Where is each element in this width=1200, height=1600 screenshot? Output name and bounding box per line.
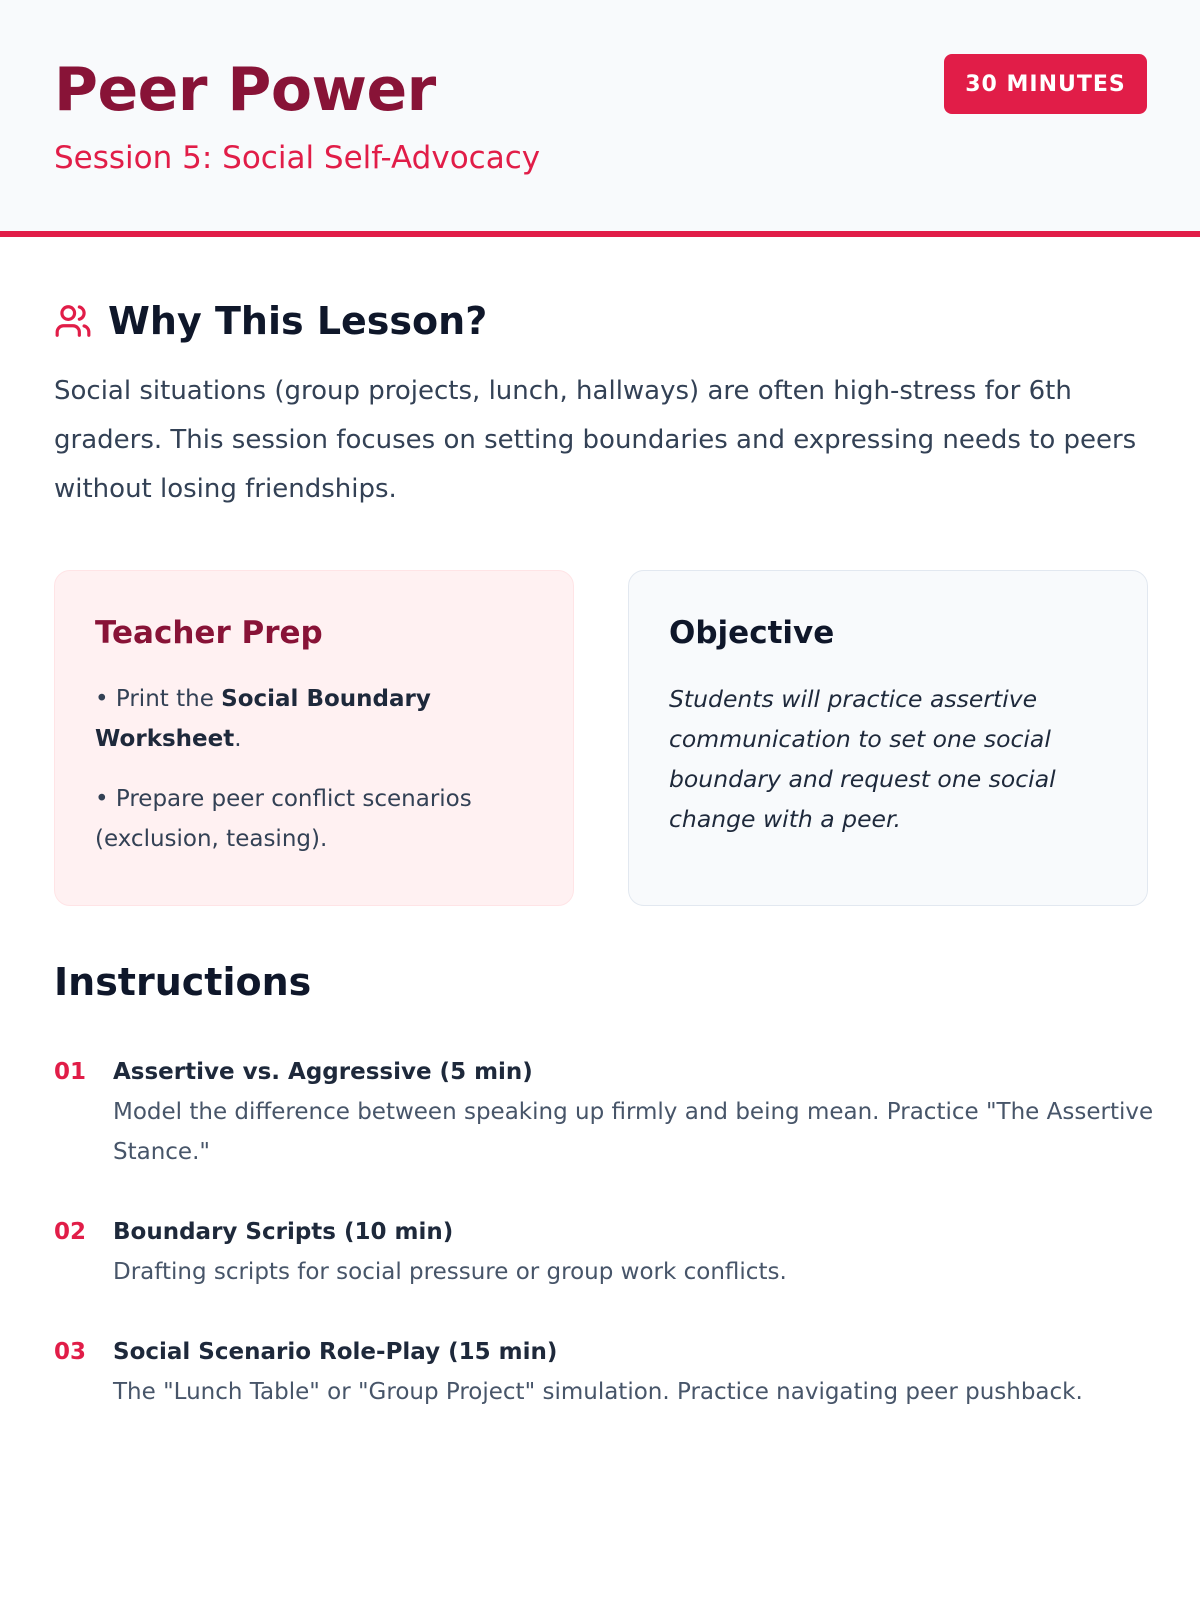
page-title: Peer Power — [54, 55, 436, 125]
step-description: Drafting scripts for social pressure or group work conflicts. — [113, 1259, 787, 1285]
prep-item-text: . — [234, 726, 242, 752]
prep-item — [95, 679, 533, 759]
objective-card — [628, 570, 1148, 906]
why-heading-text: Why This Lesson? — [108, 299, 488, 343]
step-description: The "Lunch Table" or "Group Project" simulation. Practice navigating peer pushback. — [113, 1379, 1083, 1405]
session-subtitle: Session 5: Social Self-Advocacy — [54, 140, 541, 176]
step-title: Social Scenario Role-Play (15 min) — [113, 1339, 558, 1365]
step-title: Assertive vs. Aggressive (5 min) — [113, 1059, 533, 1085]
worksheet-name: Social Boundary Worksheet — [95, 686, 431, 752]
instructions-heading: Instructions — [54, 960, 312, 1004]
step-number: 01 — [54, 1059, 87, 1085]
step-title: Boundary Scripts (10 min) — [113, 1219, 454, 1245]
header — [0, 0, 1200, 237]
teacher-prep-card — [54, 570, 574, 906]
objective-text: Students will practice assertive communication to set one social boundary and request one social change with a peer. — [669, 685, 1056, 833]
objective-heading: Objective — [669, 615, 835, 651]
prep-item: • Prepare peer conflict scenarios (exclusion, teasing). — [95, 786, 472, 852]
why-section-heading — [54, 296, 487, 346]
teacher-prep-heading: Teacher Prep — [95, 615, 323, 651]
step-number: 03 — [54, 1339, 87, 1365]
users-icon — [54, 302, 92, 340]
prep-item-text: • Print the — [95, 686, 222, 712]
why-paragraph: Social situations (group projects, lunch, hallways) are often high-stress for 6th graders. This session focuses on setting boundaries and expressing needs to peers without losing friendships. — [54, 376, 1137, 504]
step-description: Model the difference between speaking up firmly and being mean. Practice "The Assertive Stance." — [113, 1099, 1154, 1165]
step-number: 02 — [54, 1219, 87, 1245]
duration-badge: 30 MINUTES — [944, 54, 1147, 114]
